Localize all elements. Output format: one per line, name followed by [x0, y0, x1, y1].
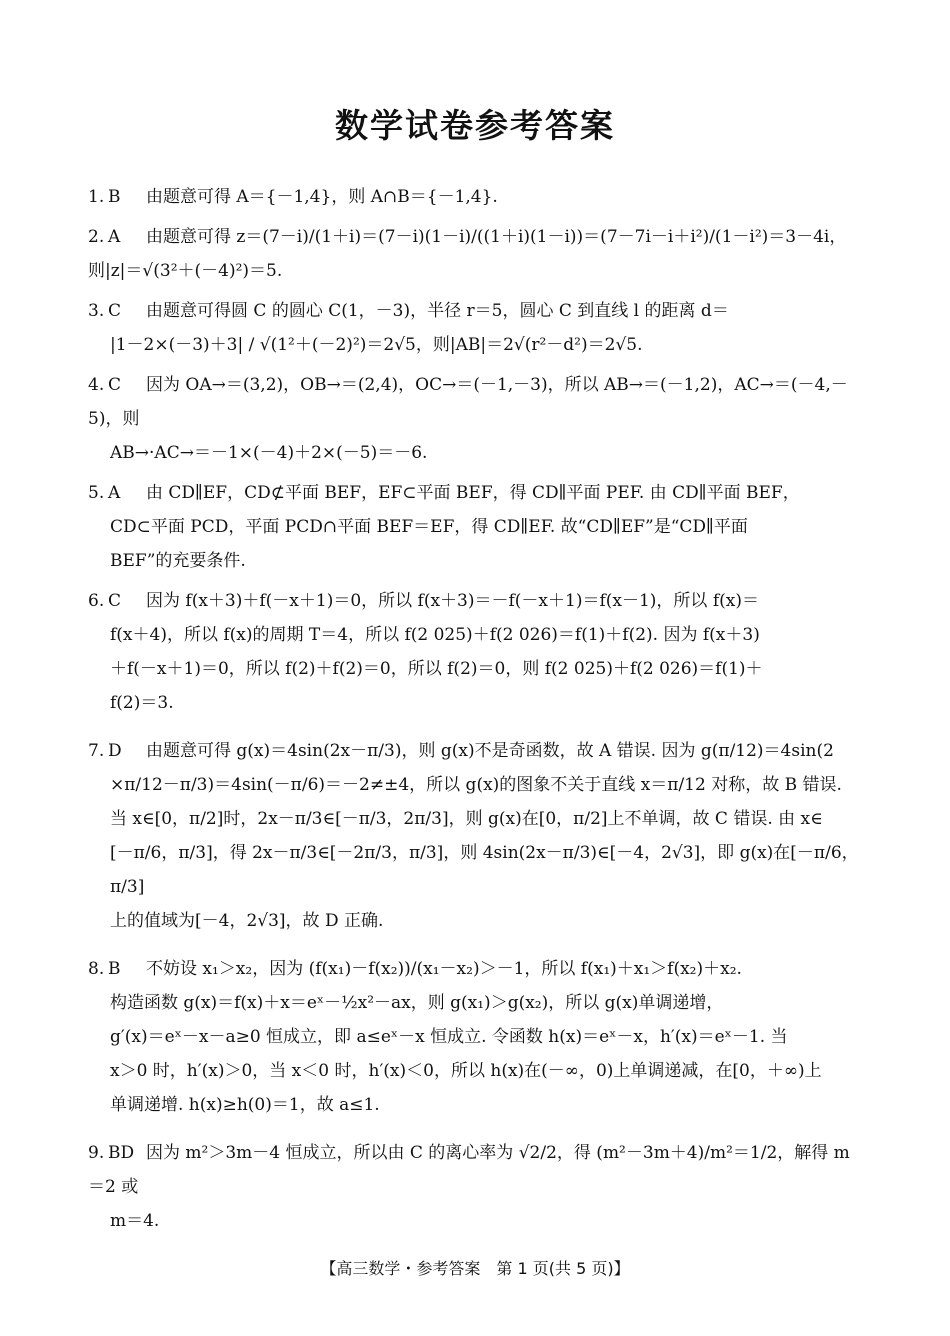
explanation-text: 由 CD∥EF，CD⊄平面 BEF，EF⊂平面 BEF，得 CD∥平面 PEF. 由 CD∥平面 BEF，	[146, 483, 800, 503]
question-number: 2.	[88, 227, 105, 247]
answer-line	[88, 1204, 863, 1238]
answer-line	[88, 180, 863, 214]
answer-item	[88, 294, 863, 362]
answer-line	[88, 544, 863, 578]
explanation-text: 构造函数 g(x)＝f(x)＋x＝eˣ－½x²－ax，则 g(x₁)＞g(x₂)，所以 g(x)单调递增，	[110, 993, 724, 1013]
explanation-text: m＝4.	[110, 1211, 160, 1231]
answer-line	[88, 652, 863, 686]
answer-line	[88, 328, 863, 362]
answer-line	[88, 904, 863, 938]
answer-line	[88, 1054, 863, 1088]
answer-line	[88, 952, 863, 986]
answer-line	[88, 836, 863, 904]
answer-item	[88, 368, 863, 470]
answer-key: C	[108, 591, 122, 611]
answer-key: BD	[108, 1143, 135, 1163]
explanation-text: f(x＋4)，所以 f(x)的周期 T＝4，所以 f(2 025)＋f(2 026)＝f(1)＋f(2). 因为 f(x＋3)	[110, 625, 760, 645]
question-number: 3.	[88, 301, 105, 321]
explanation-text: 由题意可得圆 C 的圆心 C(1，－3)，半径 r＝5，圆心 C 到直线 l 的距离 d＝	[146, 301, 729, 321]
page-title: 数学试卷参考答案	[335, 106, 615, 145]
answer-item	[88, 734, 863, 938]
answer-item	[88, 952, 863, 1122]
answer-line	[88, 220, 863, 288]
answer-key: B	[108, 959, 121, 979]
explanation-text: 因为 OA→＝(3,2)，OB→＝(2,4)，OC→＝(－1,－3)，所以 AB→＝(－1,2)，AC→＝(－4,－5)，则	[88, 375, 848, 429]
explanation-text: BEF”的充要条件.	[110, 551, 246, 571]
explanation-text: 上的值域为[－4，2√3]，故 D 正确.	[110, 911, 384, 931]
explanation-text: [－π/6，π/3]，得 2x－π/3∈[－2π/3，π/3]，则 4sin(2x－π/3)∈[－4，2√3]，即 g(x)在[－π/6，π/3]	[110, 843, 859, 897]
explanation-text: ×π/12－π/3)＝4sin(－π/6)＝－2≠±4，所以 g(x)的图象不关于直线 x＝π/12 对称，故 B 错误.	[110, 775, 842, 795]
answer-item	[88, 180, 863, 214]
answer-key: A	[108, 483, 121, 503]
answer-line	[88, 1020, 863, 1054]
answer-item	[88, 584, 863, 720]
explanation-text: 由题意可得 A＝{－1,4}，则 A∩B＝{－1,4}.	[146, 187, 498, 207]
question-number: 1.	[88, 187, 105, 207]
answer-item	[88, 476, 863, 578]
explanation-text: f(2)＝3.	[110, 693, 174, 713]
answer-line	[88, 1136, 863, 1204]
answer-line	[88, 294, 863, 328]
answer-line	[88, 986, 863, 1020]
question-number: 6.	[88, 591, 105, 611]
answer-line	[88, 368, 863, 436]
answer-line	[88, 686, 863, 720]
explanation-text: 当 x∈[0，π/2]时，2x－π/3∈[－π/3，2π/3]，则 g(x)在[0，π/2]上不单调，故 C 错误. 由 x∈	[110, 809, 823, 829]
explanation-text: |1－2×(－3)＋3| / √(1²＋(－2)²)＝2√5，则|AB|＝2√(r²－d²)＝2√5.	[110, 335, 643, 355]
explanation-text: x＞0 时，h′(x)＞0，当 x＜0 时，h′(x)＜0，所以 h(x)在(－∞，0)上单调递减，在[0，＋∞)上	[110, 1061, 822, 1081]
question-number: 4.	[88, 375, 105, 395]
explanation-text: 不妨设 x₁＞x₂，因为 (f(x₁)－f(x₂))/(x₁－x₂)＞－1，所以 f(x₁)＋x₁＞f(x₂)＋x₂.	[146, 959, 742, 979]
answer-line	[88, 768, 863, 802]
answer-item	[88, 1136, 863, 1238]
answer-key: A	[108, 227, 121, 247]
question-number: 7.	[88, 741, 105, 761]
answer-item	[88, 220, 863, 288]
page-footer: 【高三数学・参考答案 第 1 页(共 5 页)】	[320, 1259, 630, 1278]
explanation-text: AB→·AC→＝－1×(－4)＋2×(－5)＝－6.	[110, 443, 428, 463]
explanation-text: 单调递增. h(x)≥h(0)＝1，故 a≤1.	[110, 1095, 380, 1115]
answer-line	[88, 802, 863, 836]
question-number: 8.	[88, 959, 105, 979]
answer-line	[88, 584, 863, 618]
answer-line	[88, 510, 863, 544]
answer-key: B	[108, 187, 121, 207]
answer-list	[88, 180, 863, 1252]
question-number: 5.	[88, 483, 105, 503]
answer-key: D	[108, 741, 122, 761]
answer-line	[88, 1088, 863, 1122]
explanation-text: 由题意可得 g(x)＝4sin(2x－π/3)，则 g(x)不是奇函数，故 A 错误. 因为 g(π/12)＝4sin(2	[146, 741, 834, 761]
answer-key: C	[108, 375, 122, 395]
explanation-text: ＋f(－x＋1)＝0，所以 f(2)＋f(2)＝0，所以 f(2)＝0，则 f(2 025)＋f(2 026)＝f(1)＋	[110, 659, 763, 679]
answer-line	[88, 436, 863, 470]
explanation-text: CD⊂平面 PCD，平面 PCD∩平面 BEF＝EF，得 CD∥EF. 故“CD∥EF”是“CD∥平面	[110, 517, 748, 537]
answer-line	[88, 734, 863, 768]
answer-line	[88, 618, 863, 652]
explanation-text: 因为 m²＞3m－4 恒成立，所以由 C 的离心率为 √2/2，得 (m²－3m＋4)/m²＝1/2，解得 m＝2 或	[88, 1143, 850, 1197]
answer-line	[88, 476, 863, 510]
explanation-text: g′(x)＝eˣ－x－a≥0 恒成立，即 a≤eˣ－x 恒成立. 令函数 h(x)＝eˣ－x，h′(x)＝eˣ－1. 当	[110, 1027, 788, 1047]
answer-key: C	[108, 301, 122, 321]
explanation-text: 因为 f(x＋3)＋f(－x＋1)＝0，所以 f(x＋3)＝－f(－x＋1)＝f(x－1)，所以 f(x)＝	[146, 591, 759, 611]
explanation-text: 由题意可得 z＝(7－i)/(1＋i)＝(7－i)(1－i)/((1＋i)(1－i))＝(7－7i－i＋i²)/(1－i²)＝3－4i，则|z|＝√(3²＋(－4)²)＝5.	[88, 227, 847, 281]
question-number: 9.	[88, 1143, 105, 1163]
